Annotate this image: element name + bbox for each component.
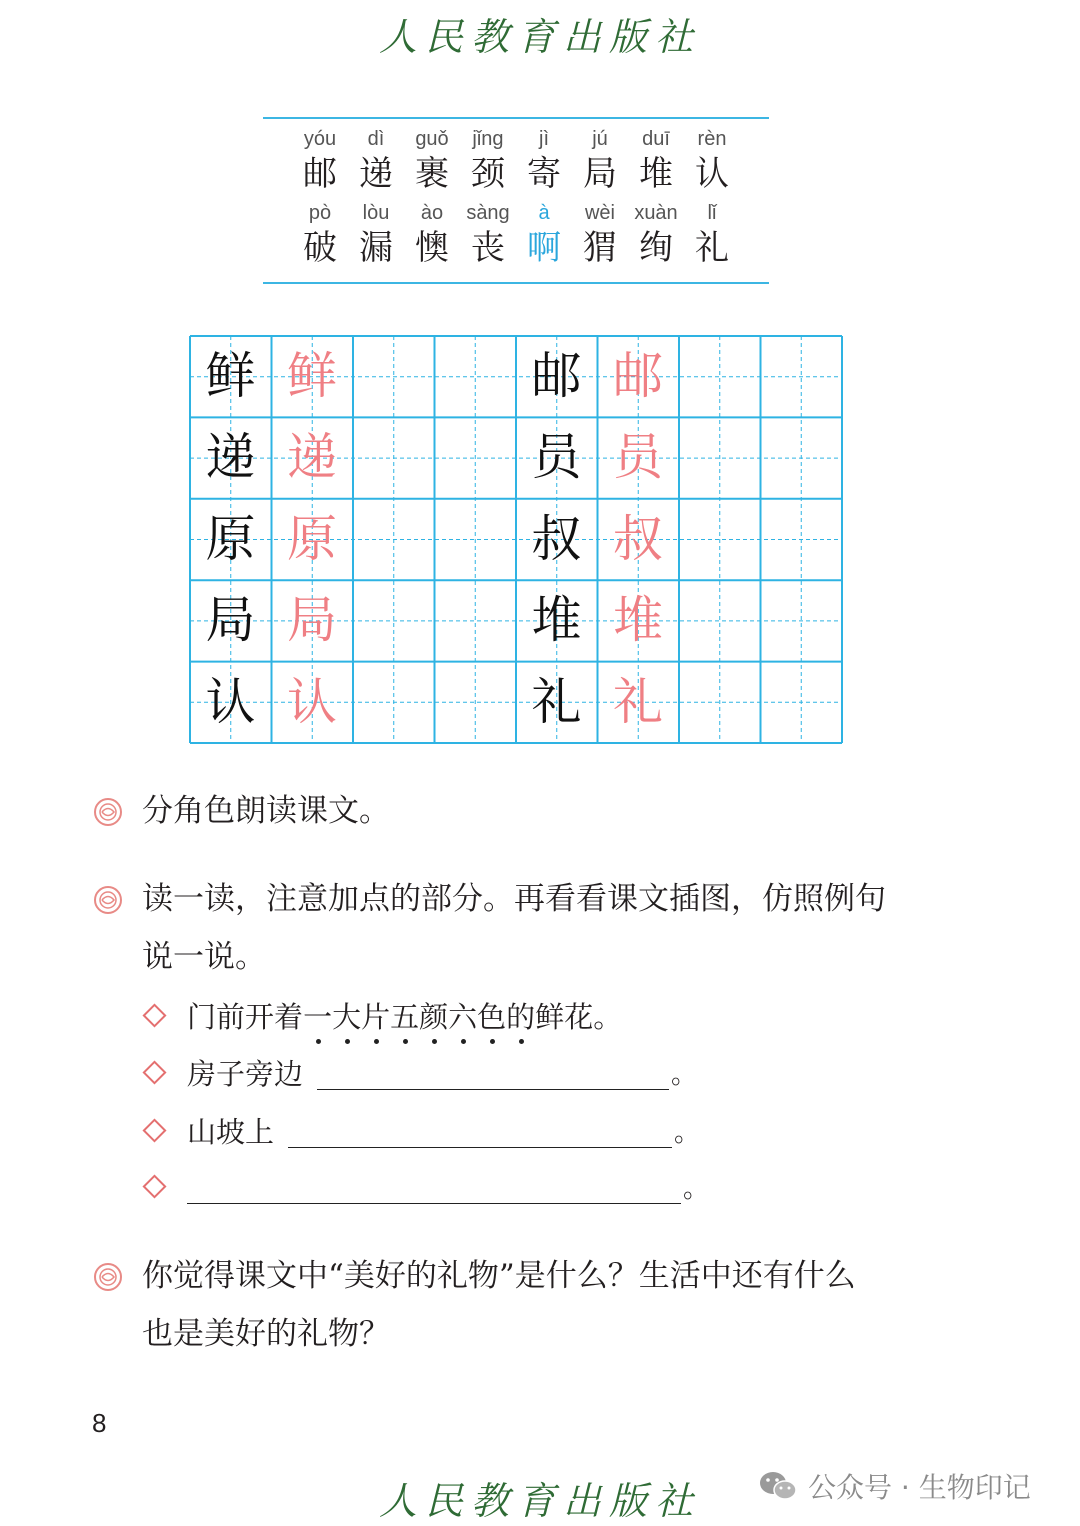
- fill-in-item-2: [142, 1110, 700, 1151]
- vocab-character: 礼: [695, 228, 729, 268]
- vocab-top-rule: [263, 117, 769, 119]
- vocab-word: [572, 126, 628, 196]
- vocab-word: [404, 126, 460, 196]
- sentence-character: 开: [245, 1000, 275, 1034]
- pinyin: duī: [642, 128, 670, 150]
- sentence-character: 花: [564, 1000, 594, 1034]
- trace-character: 礼: [613, 672, 663, 731]
- sentence-character: 鲜: [535, 1000, 565, 1034]
- pinyin: dì: [367, 128, 385, 150]
- vocab-character: 漏: [359, 228, 393, 268]
- vocab-word: [684, 200, 740, 270]
- pinyin: guǒ: [415, 128, 449, 150]
- model-character: 原: [205, 509, 256, 568]
- model-character: 递: [205, 428, 256, 487]
- watermark: [758, 1466, 1031, 1506]
- period: 。: [671, 1060, 698, 1090]
- trace-character: 叔: [613, 509, 663, 568]
- vocab-character: 邮: [303, 154, 337, 194]
- trace-character: 鲜: [287, 347, 337, 405]
- vocab-word: [516, 126, 572, 196]
- pinyin: ào: [420, 202, 444, 224]
- pinyin: jú: [592, 128, 608, 150]
- trace-character: 原: [287, 509, 337, 568]
- pinyin: sàng: [466, 202, 510, 224]
- publisher-logo-bottom: 人民教育出版社: [378, 1479, 701, 1523]
- vocab-word: [460, 126, 516, 196]
- fill-in-prompt: 山坡上: [187, 1115, 275, 1149]
- sentence-character: 大: [332, 1000, 362, 1034]
- exercise-3-line-1: 你觉得课文中“美好的礼物”是什么？生活中还有什么: [142, 1258, 856, 1294]
- pinyin: jì: [539, 128, 549, 150]
- exercise-2-line-1: 读一读，注意加点的部分。再看看课文插图，仿照例句: [142, 881, 886, 917]
- pinyin: wèi: [584, 202, 615, 224]
- example-sentence-text: [187, 995, 622, 1036]
- exercise-2-line-2: 说一说。: [142, 939, 266, 975]
- page-number: 8: [92, 1408, 107, 1438]
- vocab-character: 懊: [415, 228, 449, 268]
- pinyin: lǐ: [707, 202, 717, 224]
- pinyin: yóu: [303, 128, 337, 150]
- diamond-bullet-icon: [142, 1003, 166, 1027]
- exercise-icon: [93, 885, 123, 915]
- vocab-word: [460, 200, 516, 270]
- vocab-character: 破: [303, 228, 337, 268]
- pinyin: lòu: [362, 202, 390, 224]
- vocab-word: [348, 126, 404, 196]
- fill-in-prompt: 房子旁边: [187, 1057, 304, 1091]
- trace-character: 堆: [613, 591, 663, 650]
- trace-character: 邮: [613, 347, 663, 405]
- sentence-character: 颜: [419, 1000, 449, 1034]
- vocab-word: [684, 126, 740, 196]
- exercise-3-text: [142, 1247, 962, 1363]
- exercise-3-line-2: 也是美好的礼物？: [142, 1316, 390, 1352]
- vocab-word: [516, 200, 572, 270]
- sentence-character: 六: [448, 1000, 478, 1034]
- sentence-character: 色: [477, 1000, 507, 1034]
- vocab-character: 绚: [639, 228, 673, 268]
- vocab-character: 猬: [583, 228, 617, 268]
- vocab-word: [292, 126, 348, 196]
- vocab-word: [628, 200, 684, 270]
- exercise-icon: [93, 1262, 123, 1292]
- trace-character: 局: [287, 591, 337, 650]
- vocab-word: [292, 200, 348, 270]
- vocab-character: 丧: [471, 228, 505, 268]
- model-character: 礼: [531, 672, 582, 731]
- model-character: 邮: [531, 347, 582, 405]
- period: 。: [683, 1174, 710, 1204]
- fill-in-blank[interactable]: [317, 1055, 669, 1090]
- vocab-word: [572, 200, 628, 270]
- wechat-icon: [758, 1469, 798, 1503]
- model-character: 鲜: [205, 347, 256, 405]
- example-sentence: [142, 995, 622, 1036]
- sentence-character: 着: [274, 1000, 304, 1034]
- exercise-1-text: 分角色朗读课文。: [142, 793, 390, 829]
- exercise-icon: [93, 797, 123, 827]
- vocab-character: 递: [359, 154, 393, 194]
- pinyin: rèn: [697, 128, 727, 150]
- model-character: 叔: [531, 509, 582, 568]
- sentence-character: 一: [303, 1000, 333, 1034]
- sentence-character: 门: [187, 1000, 217, 1034]
- exercise-2-text: [142, 870, 962, 986]
- sentence-character: 五: [390, 1000, 420, 1034]
- vocab-character: 局: [583, 154, 617, 194]
- fill-in-item-3: [142, 1168, 709, 1205]
- vocab-character: 颈: [471, 154, 505, 194]
- trace-character: 递: [287, 428, 337, 487]
- writing-grid: [189, 335, 843, 744]
- vocab-character: 认: [695, 154, 729, 194]
- sentence-character: 。: [593, 1000, 623, 1034]
- sentence-character: 片: [361, 1000, 391, 1034]
- vocab-character: 啊: [527, 228, 561, 268]
- sentence-character: 前: [216, 1000, 246, 1034]
- diamond-bullet-icon: [142, 1118, 166, 1142]
- period: 。: [674, 1118, 701, 1148]
- fill-in-item-1: [142, 1052, 697, 1093]
- vocab-character: 裹: [415, 154, 449, 194]
- fill-in-blank[interactable]: [288, 1113, 672, 1148]
- diamond-bullet-icon: [142, 1174, 166, 1198]
- vocab-character: 寄: [527, 154, 561, 194]
- watermark-text: 公众号 · 生物印记: [808, 1471, 1031, 1504]
- vocab-row-1: [292, 126, 742, 196]
- sentence-character: 的: [506, 1000, 536, 1034]
- diamond-bullet-icon: [142, 1060, 166, 1084]
- trace-character: 员: [613, 428, 663, 487]
- vocab-word: [404, 200, 460, 270]
- model-character: 员: [531, 428, 582, 487]
- pinyin: jǐng: [472, 128, 504, 150]
- trace-character: 认: [287, 672, 337, 731]
- publisher-logo-top: 人民教育出版社: [378, 15, 701, 59]
- vocab-word: [348, 200, 404, 270]
- pinyin: pò: [308, 202, 332, 224]
- pinyin: xuàn: [634, 202, 678, 224]
- fill-in-blank[interactable]: [187, 1169, 681, 1204]
- vocab-bottom-rule: [263, 282, 769, 284]
- pinyin: à: [538, 202, 550, 224]
- model-character: 认: [205, 672, 256, 731]
- vocab-word: [628, 126, 684, 196]
- model-character: 堆: [531, 591, 582, 650]
- vocab-row-2: [292, 200, 742, 270]
- vocab-character: 堆: [639, 154, 673, 194]
- model-character: 局: [205, 591, 256, 650]
